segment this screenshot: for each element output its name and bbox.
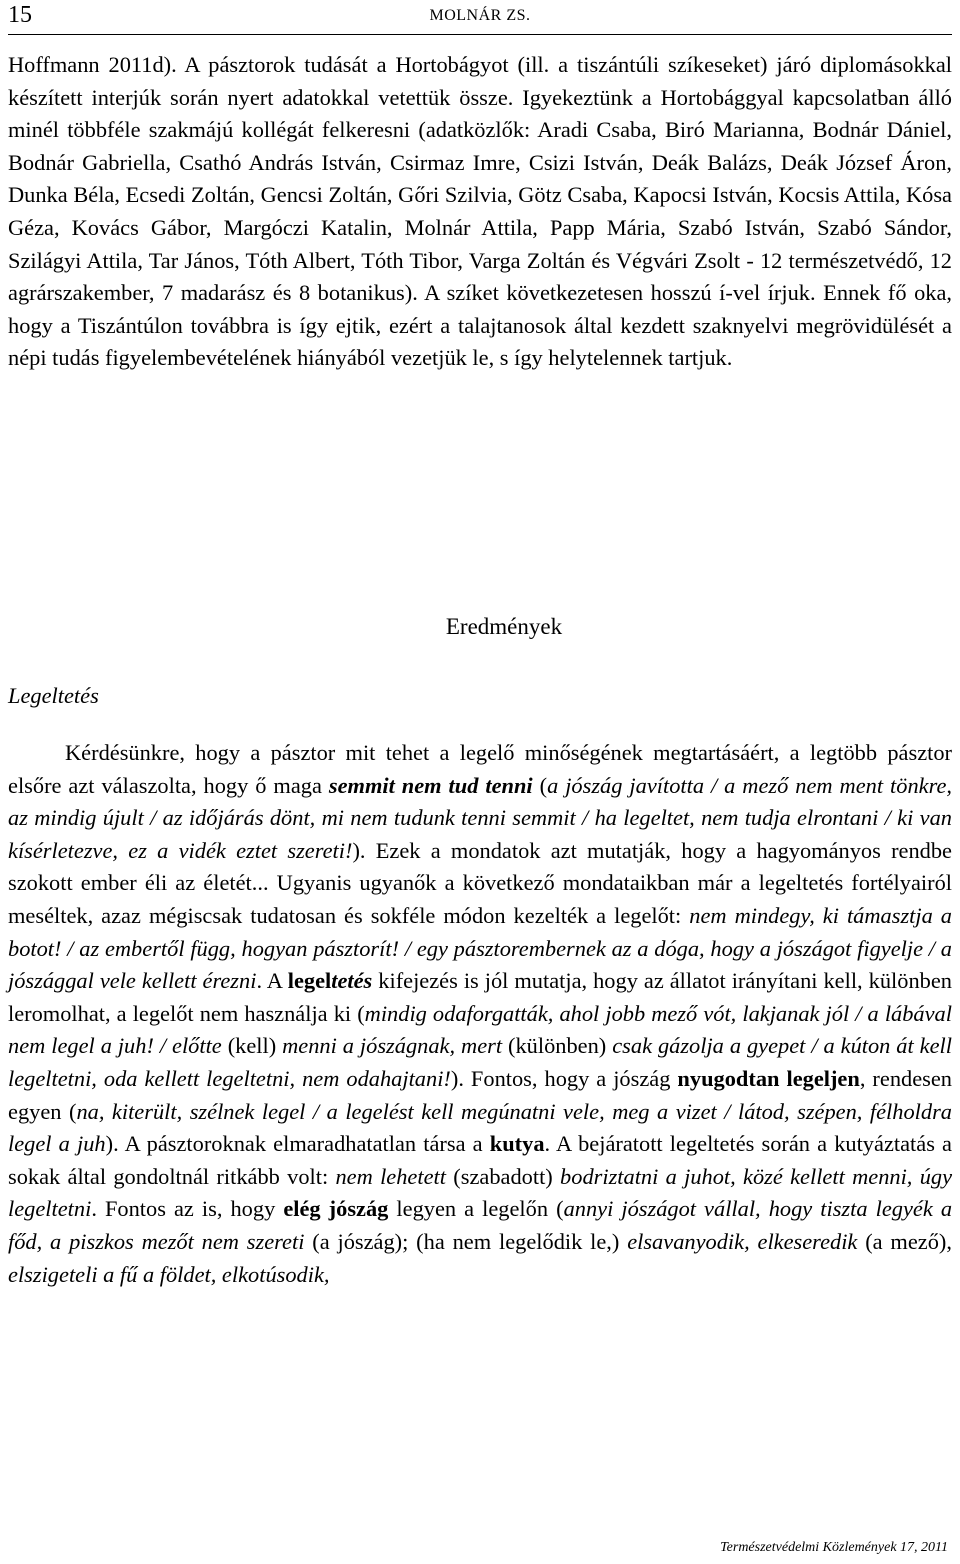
text-run: . Fontos az is, hogy [91, 1196, 284, 1222]
text-run: elsavanyodik, elkeseredik [627, 1228, 858, 1254]
text-run: . A bejáratott legeltetés során a kutyáztatás a sokak által gondoltnál ritkább volt: [8, 1131, 952, 1189]
page-footer: Természetvédelmi Közlemények 17, 2011 [720, 1540, 948, 1555]
running-head: MOLNÁR ZS. [429, 7, 531, 24]
text-run: mindig odaforgatták, ahol jobb mező vót, lakjanak jól / a lábával nem legel a juh! / előtte [8, 1000, 952, 1059]
text-run: . A [256, 968, 288, 994]
text-run: nyugodtan legeljen [677, 1065, 860, 1091]
text-run: (szabadott) [445, 1163, 561, 1189]
subheading: Legeltetés [8, 683, 99, 708]
text-run: csak gázolja a gyepet / a kúton át kell legeltetni, oda kellett legeltetni, nem odahajtani! [8, 1033, 952, 1091]
text-run: ). Fontos, hogy a jószág [450, 1065, 678, 1091]
text-run: legel [287, 968, 332, 994]
text-run: kutya [489, 1131, 545, 1157]
text-run: (a mező), [857, 1228, 952, 1254]
text-run: Kérdésünkre, hogy a pásztor mit tehet a legelő minőségének megtartásáért, a legtöbb pásztor elsőre azt válaszolta, hogy ő maga [8, 740, 952, 798]
text-run: (kell) [221, 1033, 283, 1059]
text-run: semmit nem tud tenni [328, 772, 533, 798]
text-run: menni a jószágnak, mert [282, 1033, 503, 1059]
text-run: legyen a legelőn ( [388, 1196, 564, 1222]
page-number: 15 [8, 2, 32, 28]
text-run: kifejezés is jól mutatja, hogy az állatot irányítani kell, különben leromolhat, a legelőt nem használja ki ( [8, 968, 952, 1026]
text-run: bodriztatni a juhot, közé kellett menni, úgy legeltetni [8, 1163, 953, 1222]
text-run: ). A pásztoroknak elmaradhatatlan társa a [105, 1131, 490, 1157]
text-run: a jószág javította / a mező nem ment tönkre, az mindig újult / az időjárás dönt, mi nem tudunk tenni semmit / ha legeltet, nem tudja elrontani / ki van kísérletezve, ez a vidék eztet szereti! [8, 772, 952, 863]
text-run: elszigeteli a fű a földet, elkotúsodik, [8, 1261, 330, 1287]
text-run: tetés [331, 968, 373, 994]
text-run: elég jószág [283, 1196, 389, 1222]
paragraph-legeltetes [8, 737, 952, 1291]
text-run: na, kiterült, szélnek legel / a legelést kell megúnatni vele, meg a vizet / látod, szépen, félholdra legel a juh [8, 1098, 952, 1157]
page-header [8, 0, 952, 35]
text-run: (a jószág); (ha nem legelődik le,) [304, 1228, 628, 1254]
text-run: nem lehetett [335, 1163, 446, 1189]
paragraph-intro: Hoffmann 2011d). A pásztorok tudását a Hortobágyot (ill. a tiszántúli szíkeseket) járó diplomásokkal készített interjúk során nyert adatokkal vetettük össze. Igyekeztünk a Hortobággyal kapcsolatban álló minél többféle szakmájú kollégát felkeresni (adatközlők: Aradi Csaba, Biró Marianna, Bodnár Dániel, Bodnár Gabriella, Csathó András István, Csirmaz Imre, Csizi István, Deák Balázs, Deák József Áron, Dunka Béla, Ecsedi Zoltán, Gencsi Zoltán, Gőri Szilvia, Götz Csaba, Kapocsi István, Kocsis Attila, Kósa Géza, Kovács Gábor, Margóczi Katalin, Molnár Attila, Papp Mária, Szabó István, Szabó Sándor, Szilágyi Attila, Tar János, Tóth Albert, Tóth Tibor, Varga Zoltán és Végvári Zsolt - 12 természetvédő, 12 agrárszakember, 7 madarász és 8 botanikus). A szíket következetesen hosszú í-vel írjuk. Ennek fő oka, hogy a Tiszántúlon továbbra is így ejtik, ezért a talajtanosok által kezdett szaknyelvi megrövidülését a népi tudás figyelembevételének hiányából vezetjük le, s így helytelennek tartjuk. [8, 52, 952, 371]
text-run: ( [532, 772, 548, 798]
section-heading: Eredmények [445, 614, 563, 639]
text-run: (különben) [502, 1033, 613, 1059]
text-run: ). Ezek a mondatok azt mutatják, hogy a hagyományos rendbe szokott ember éli az életét... Ugyanis ugyanők a következő mondataikban már a legeltetés fortélyairól meséltek, azaz mégiscsak tudatosan és sokféle módon kezelték a legelőt: [8, 837, 952, 928]
text-run: annyi jószágot vállal, hogy tiszta legyék a főd, a piszkos mezőt nem szereti [8, 1196, 953, 1254]
text-run: , rendesen egyen ( [8, 1065, 952, 1124]
text-run: nem mindegy, ki támasztja a botot! / az embertől függ, hogyan pásztorít! / egy pásztorembernek az a dóga, hogy a jószágot figyelje / a jószággal vele kellett érezni [8, 902, 953, 994]
